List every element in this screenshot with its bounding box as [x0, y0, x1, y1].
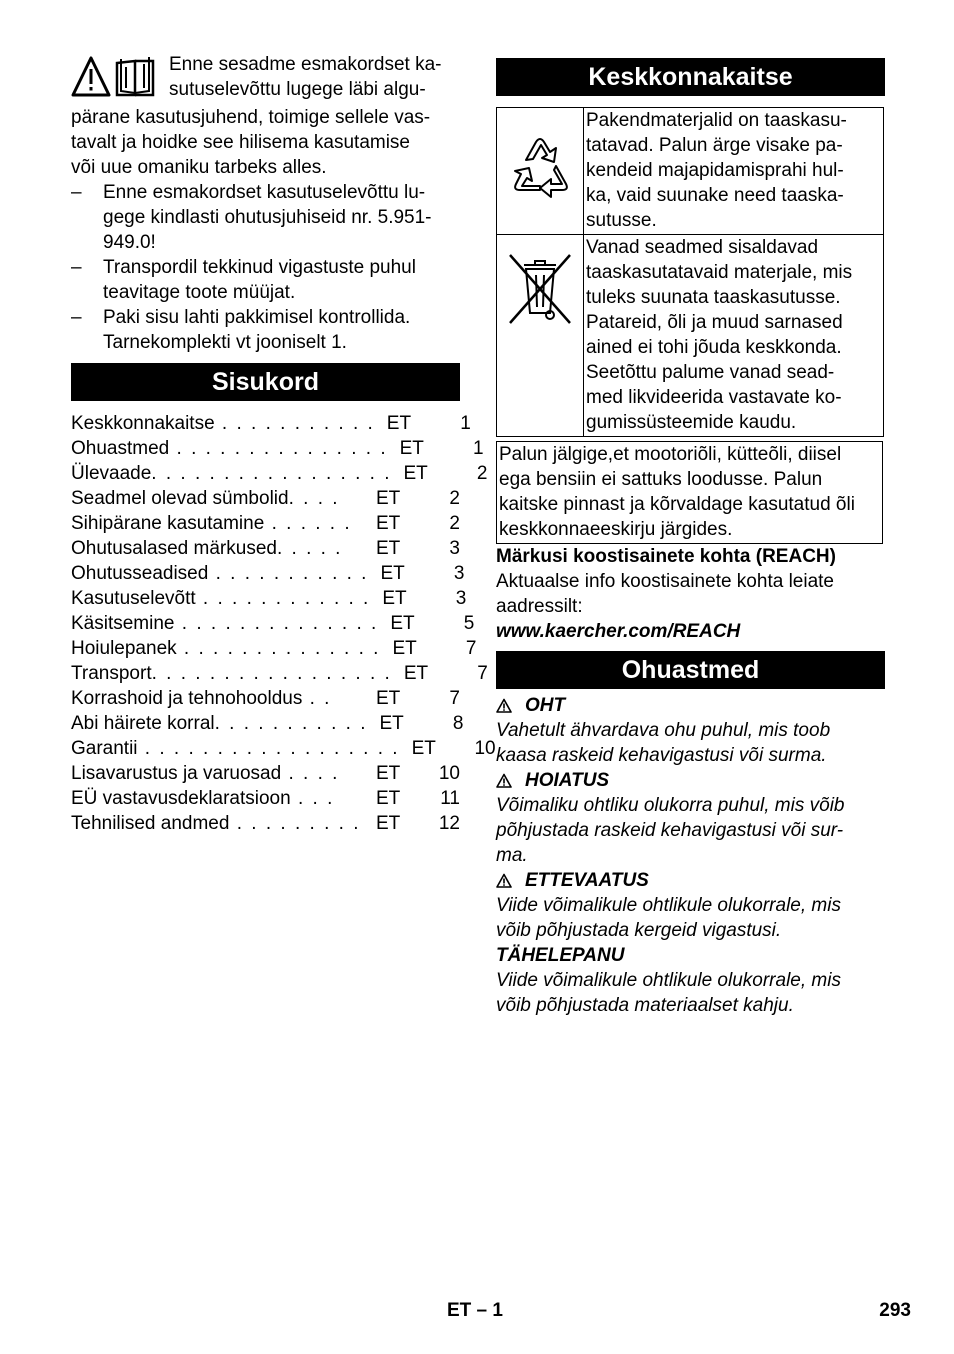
recycle-cell: [497, 108, 584, 235]
toc-title: [71, 511, 364, 536]
toc-dots: . . . . . . . . . . . . . . . . . .: [137, 738, 400, 759]
bullet-line: Tarnekomplekti vt jooniselt 1.: [103, 332, 347, 353]
hazard-description-line: võib põhjustada kergeid vigastusi.: [496, 920, 782, 941]
toc-title: [71, 711, 367, 736]
hazard-level: [496, 768, 885, 868]
toc-dots: . . . . . . . . . . . . . .: [176, 638, 381, 659]
packaging-text: [584, 108, 884, 235]
toc-title-text: Korrashoid ja tehnohooldus: [71, 688, 303, 709]
toc-lang: ET: [376, 488, 401, 509]
intro-bullets: [71, 180, 460, 355]
reach-url-link[interactable]: www.kaercher.com/REACH: [496, 621, 741, 642]
hazard-description-line: põhjustada raskeid kehavigastusi või sur-: [496, 820, 844, 841]
hazard-description-line: võib põhjustada materiaalset kahju.: [496, 995, 794, 1016]
toc-title-text: Ohuastmed: [71, 438, 170, 459]
toc-dots: . . . . . . . . . . . . . . . . .: [151, 663, 392, 684]
toc-row[interactable]: [71, 586, 467, 611]
toc-lang: ET: [376, 538, 401, 559]
toc-title: [71, 686, 364, 711]
text-line: Palun jälgige,et mootoriõli, kütteõli, diisel: [499, 444, 842, 465]
bullet-text: [103, 305, 460, 355]
footer-section-label: ET – 1: [447, 1300, 503, 1321]
crossed-bin-icon: [502, 249, 578, 329]
table-row: [497, 108, 884, 235]
toc-title-text: Lisavarustus ja varuosad: [71, 763, 282, 784]
hazard-description-line: Vahetult ähvardava ohu puhul, mis toob: [496, 720, 831, 741]
reach-title: Märkusi koostisainete kohta (REACH): [496, 546, 836, 567]
toc-title-text: Keskkonnakaitse: [71, 413, 215, 434]
toc-title: [71, 811, 364, 836]
intro-line: pärane kasutusjuhend, toimige sellele vas-: [71, 107, 431, 128]
toc-lang: ET: [390, 613, 415, 634]
intro-line: või uue omaniku tarbeks alles.: [71, 157, 327, 178]
hazard-description-line: kaasa raskeid kehavigastusi või surma.: [496, 745, 827, 766]
toc-row[interactable]: [71, 811, 460, 836]
warning-triangle-icon: [496, 773, 512, 788]
toc-title: [71, 611, 378, 636]
text-line: med likvideerida vastavate ko-: [586, 387, 842, 408]
bullet-dash: –: [71, 257, 82, 278]
toc-row[interactable]: [71, 536, 460, 561]
toc-lang: ET: [380, 563, 405, 584]
toc-title-text: Tehnilised andmed: [71, 813, 230, 834]
hazard-description-line: Viide võimalikule ohtlikule olukorrale, mis: [496, 895, 841, 916]
toc-title-text: Ohutusalased märkused: [71, 538, 277, 559]
intro-line: tavalt ja hoidke see hilisema kasutamise: [71, 132, 411, 153]
toc-row[interactable]: [71, 736, 496, 761]
toc-lang: ET: [376, 813, 401, 834]
bullet-line: Enne esmakordset kasutuselevõttu lu-: [103, 182, 426, 203]
toc-page-number: 7: [465, 638, 477, 659]
reach-text: aadressilt:: [496, 596, 583, 617]
oil-notice-box: [496, 441, 883, 544]
toc-page-number: 10: [474, 738, 496, 759]
text-line: ega bensiin ei sattuks loodusse. Palun: [499, 469, 823, 490]
old-devices-text: [584, 235, 884, 437]
toc-page-number: 3: [453, 563, 465, 584]
toc-title-text: Transport: [71, 663, 152, 684]
hazard-description-line: Viide võimalikule ohtlikule olukorrale, mis: [496, 970, 841, 991]
warning-triangle-icon: [496, 698, 512, 713]
toc-title-text: Hoiulepanek: [71, 638, 177, 659]
toc-title-text: Abi häirete korral: [71, 713, 215, 734]
toc-dots: . . . . . . . . . . . . . .: [174, 613, 379, 634]
environment-heading: Keskkonnakaitse: [496, 58, 885, 96]
toc-page-number: 3: [455, 588, 467, 609]
warning-triangle-icon: [496, 873, 512, 888]
toc-dots: . . . . . . . . . . . .: [195, 588, 371, 609]
toc-title: [71, 411, 375, 436]
bullet-line: Paki sisu lahti pakkimisel kontrollida.: [103, 307, 411, 328]
toc-lang: ET: [403, 663, 429, 684]
hazard-heading: Ohuastmed: [496, 651, 885, 689]
toc-page-number: 5: [463, 613, 475, 634]
toc-row[interactable]: [71, 786, 460, 811]
intro-line: sutuselevõttu lugege läbi algu-: [169, 79, 426, 100]
toc-row[interactable]: [71, 711, 464, 736]
toc-dots: . . . . . . . . . . .: [214, 713, 368, 734]
toc-title-text: Kasutuselevõtt: [71, 588, 196, 609]
intro-line: Enne sesadme esmakordset ka-: [169, 54, 442, 75]
reach-text: Aktuaalse info koostisainete kohta leiate: [496, 571, 834, 592]
toc-title: [71, 661, 392, 686]
hazard-level: [496, 868, 885, 943]
text-line: taaskasutatavaid materjale, mis: [586, 262, 853, 283]
toc-dots: . . . . . . . . . . .: [214, 413, 375, 434]
hazard-label: HOIATUS: [525, 770, 610, 791]
toc-row[interactable]: [71, 636, 477, 661]
toc-lang: ET: [376, 763, 401, 784]
toc-title-text: Sihipärane kasutamine: [71, 513, 265, 534]
text-line: ka, vaid suunake need taaska-: [586, 185, 844, 206]
toc-dots: . . .: [290, 788, 335, 809]
toc-row[interactable]: [71, 611, 475, 636]
list-item: [71, 255, 460, 305]
toc-dots: . . . .: [288, 488, 340, 509]
text-line: ained ei tohi jõuda keskkonda.: [586, 337, 842, 358]
toc-lang: ET: [382, 588, 407, 609]
bullet-line: 949.0!: [103, 232, 156, 253]
recycle-icon: [502, 128, 578, 208]
toc-title: [71, 461, 391, 486]
toc-lang: ET: [411, 738, 436, 759]
toc-dots: . . . . . .: [264, 513, 352, 534]
toc-title: [71, 761, 364, 786]
table-of-contents: [71, 411, 496, 836]
toc-lang: ET: [399, 438, 424, 459]
toc-page-number: 2: [476, 463, 488, 484]
toc-row[interactable]: [71, 411, 471, 436]
toc-page-number: 12: [438, 813, 460, 834]
hazard-description-line: ma.: [496, 845, 528, 866]
toc-title-text: Käsitsemine: [71, 613, 175, 634]
toc-title-text: Seadmel olevad sümbolid: [71, 488, 289, 509]
toc-dots: . . . . .: [276, 538, 343, 559]
toc-lang: ET: [403, 463, 428, 484]
toc-title: [71, 561, 368, 586]
toc-row[interactable]: [71, 461, 488, 486]
toc-dots: . . . . . . . . . . . . . . . . .: [151, 463, 392, 484]
hazard-level: [496, 943, 885, 1018]
toc-title-text: Ohutusseadised: [71, 563, 209, 584]
hazard-label: OHT: [525, 695, 566, 716]
text-line: gumissüsteemide kaudu.: [586, 412, 797, 433]
bin-cell: [497, 235, 584, 437]
bullet-line: teavitage toote müüjat.: [103, 282, 296, 303]
hazard-label-row: [496, 693, 885, 718]
hazard-label-row: [496, 868, 885, 893]
toc-page-number: 1: [473, 438, 484, 459]
toc-title: [71, 786, 364, 811]
toc-title-text: EÜ vastavusdeklaratsioon: [71, 788, 291, 809]
toc-dots: . . . . . . . . . . . . . . .: [169, 438, 388, 459]
toc-dots: . .: [302, 688, 332, 709]
toc-row[interactable]: [71, 761, 460, 786]
toc-page-number: 1: [460, 413, 471, 434]
toc-row[interactable]: [71, 436, 484, 461]
intro-block: [71, 52, 460, 180]
bullet-dash: –: [71, 182, 82, 203]
text-line: kendeid majapidamisprahi hul-: [586, 160, 844, 181]
toc-lang: ET: [379, 713, 404, 734]
toc-row[interactable]: [71, 686, 460, 711]
toc-page-number: 11: [440, 788, 460, 809]
text-line: sutusse.: [586, 210, 657, 231]
toc-lang: ET: [392, 638, 417, 659]
toc-lang: ET: [376, 688, 401, 709]
hazard-label: TÄHELEPANU: [496, 945, 625, 966]
hazard-levels: [496, 693, 885, 1018]
toc-page-number: 2: [449, 488, 460, 509]
hazard-label-row: [496, 768, 885, 793]
toc-title: [71, 436, 388, 461]
warning-manual-icon: [71, 55, 163, 101]
toc-lang: ET: [386, 413, 412, 434]
text-line: keskkonnaeeskirju järgides.: [499, 519, 733, 540]
hazard-label-row: [496, 943, 885, 968]
text-line: Pakendmaterjalid on taaskasu-: [586, 110, 847, 131]
hazard-label: ETTEVAATUS: [525, 870, 649, 891]
bullet-text: [103, 180, 460, 255]
environment-table: [496, 107, 884, 437]
hazard-description-line: Võimaliku ohtliku olukorra puhul, mis võib: [496, 795, 845, 816]
toc-row[interactable]: [71, 661, 488, 686]
hazard-level: [496, 693, 885, 768]
toc-page-number: 10: [438, 763, 460, 784]
list-item: [71, 305, 460, 355]
text-line: tuleks suunata taaskasutusse.: [586, 287, 841, 308]
toc-row[interactable]: [71, 486, 460, 511]
list-item: [71, 180, 460, 255]
toc-page-number: 3: [449, 538, 460, 559]
text-line: kaitske pinnast ja kõrvaldage kasutatud õli: [499, 494, 855, 515]
toc-dots: . . . . . . . . .: [229, 813, 361, 834]
text-line: Vanad seadmed sisaldavad: [586, 237, 819, 258]
bullet-dash: –: [71, 307, 82, 328]
toc-lang: ET: [376, 513, 401, 534]
toc-title: [71, 486, 364, 511]
toc-lang: ET: [376, 788, 401, 809]
page-number: 293: [879, 1300, 911, 1321]
toc-title-text: Ülevaade: [71, 463, 152, 484]
text-line: Patareid, õli ja muud sarnased: [586, 312, 843, 333]
toc-row[interactable]: [71, 561, 465, 586]
toc-title: [71, 536, 364, 561]
toc-page-number: 7: [449, 688, 460, 709]
text-line: Seetõttu palume vanad sead-: [586, 362, 835, 383]
toc-dots: . . . . . . . . . . .: [208, 563, 369, 584]
toc-page-number: 2: [449, 513, 460, 534]
toc-page-number: 7: [477, 663, 488, 684]
intro-icons: [71, 55, 163, 105]
right-column: [496, 58, 885, 1018]
toc-page-number: 8: [452, 713, 464, 734]
bullet-line: gege kindlasti ohutusjuhiseid nr. 5.951-: [103, 207, 432, 228]
bullet-line: Transpordil tekkinud vigastuste puhul: [103, 257, 416, 278]
toc-row[interactable]: [71, 511, 460, 536]
toc-title-text: Garantii: [71, 738, 138, 759]
toc-title: [71, 636, 380, 661]
toc-dots: . . . .: [281, 763, 340, 784]
toc-title: [71, 736, 400, 761]
left-column: [71, 52, 496, 836]
text-line: tatavad. Palun ärge visake pa-: [586, 135, 843, 156]
table-row: [497, 235, 884, 437]
toc-title: [71, 586, 370, 611]
toc-heading: Sisukord: [71, 363, 460, 401]
bullet-text: [103, 255, 460, 305]
